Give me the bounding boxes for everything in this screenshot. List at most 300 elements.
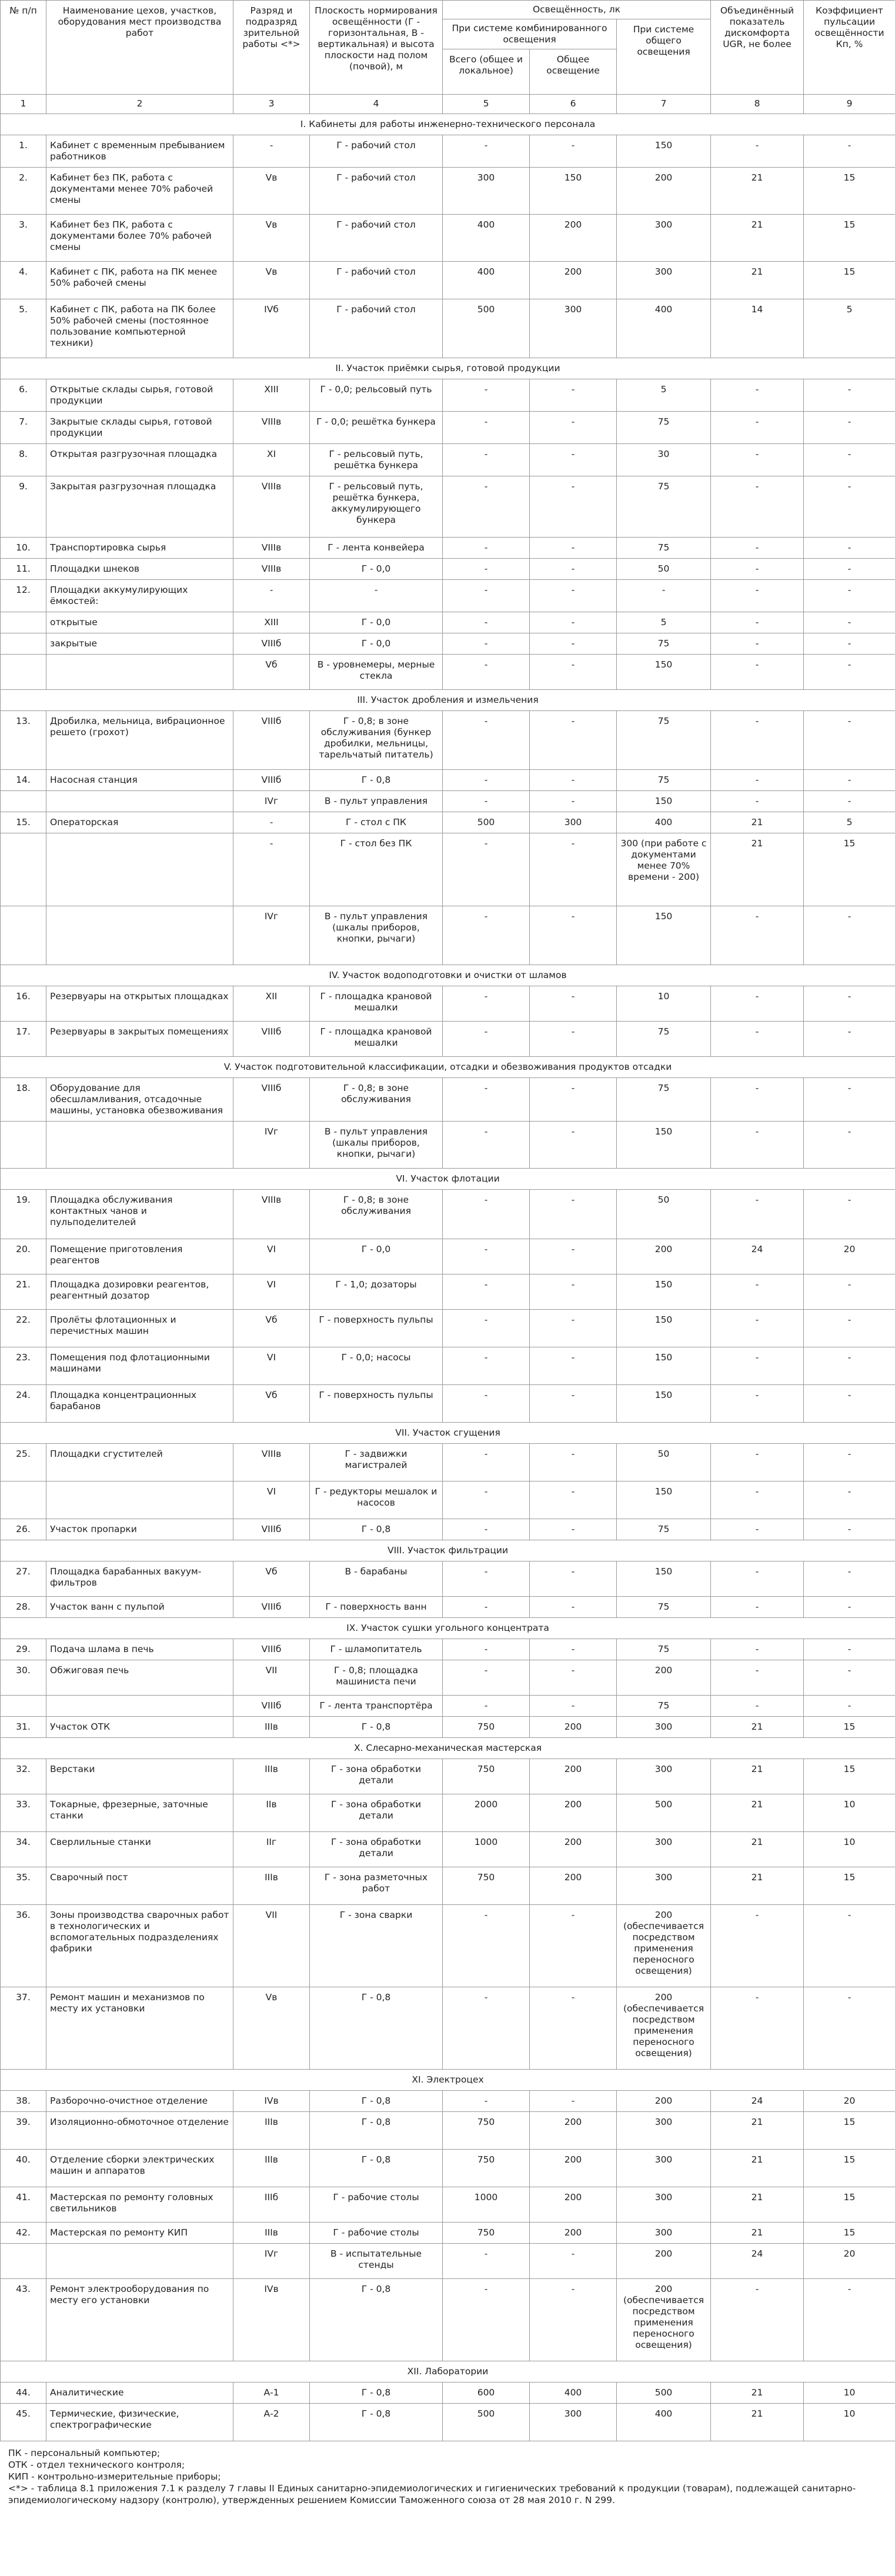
- lux-total: -: [443, 986, 530, 1022]
- pulsation-value: -: [804, 580, 895, 612]
- row-number: 41.: [1, 2187, 46, 2223]
- row-number: 26.: [1, 1519, 46, 1540]
- norm-plane: Г - рабочий стол: [310, 299, 443, 358]
- lux-general-system: 200: [617, 2091, 711, 2112]
- work-category: Vв: [233, 1987, 310, 2070]
- row-number: 1.: [1, 135, 46, 168]
- lux-total: -: [443, 833, 530, 906]
- section-title: X. Слесарно-механическая мастерская: [1, 1738, 895, 1759]
- row-number: 34.: [1, 1832, 46, 1867]
- header-illuminance: Освещённость, лк: [443, 1, 711, 19]
- table-row: [1, 1561, 895, 1597]
- pulsation-value: -: [804, 1696, 895, 1717]
- work-category: IVг: [233, 906, 310, 965]
- work-category: Vв: [233, 215, 310, 262]
- lux-general-system: 400: [617, 299, 711, 358]
- pulsation-value: -: [804, 1122, 895, 1169]
- workplace-name: Участок ванн с пульпой: [46, 1597, 233, 1618]
- work-category: XIII: [233, 612, 310, 633]
- workplace-name: Верстаки: [46, 1759, 233, 1794]
- norm-plane: Г - зона сварки: [310, 1905, 443, 1987]
- work-category: IIIв: [233, 2112, 310, 2150]
- norm-plane: Г - стол с ПК: [310, 812, 443, 833]
- pulsation-value: -: [804, 770, 895, 791]
- ugr-value: -: [711, 1597, 804, 1618]
- section-header-row: [1, 1057, 895, 1078]
- lux-general: -: [530, 1347, 617, 1385]
- workplace-name: [46, 2244, 233, 2279]
- header-pulsation: Коэффициент пульсации освещённости Кп, %: [804, 1, 895, 95]
- norm-plane: Г - 0,0; насосы: [310, 1347, 443, 1385]
- norm-plane: В - уровнемеры, мерные стекла: [310, 655, 443, 690]
- table-row: [1, 215, 895, 262]
- header-plane: Плоскость нормирования освещённости (Г - горизонтальная, В - вертикальная) и высота плоскости над полом (почвой), м: [310, 1, 443, 95]
- pulsation-value: 15: [804, 262, 895, 299]
- norm-plane: Г - поверхность ванн: [310, 1597, 443, 1618]
- pulsation-value: -: [804, 2279, 895, 2361]
- table-row: [1, 1597, 895, 1618]
- pulsation-value: 20: [804, 2091, 895, 2112]
- work-category: VIIIб: [233, 711, 310, 770]
- lux-general: 200: [530, 2150, 617, 2187]
- row-number: 29.: [1, 1639, 46, 1660]
- ugr-value: 21: [711, 2383, 804, 2404]
- lux-total: -: [443, 2279, 530, 2361]
- lux-total: -: [443, 1122, 530, 1169]
- footnotes: [8, 2447, 887, 2506]
- work-category: Vб: [233, 1561, 310, 1597]
- norm-plane: Г - 0,0: [310, 633, 443, 655]
- lux-general: -: [530, 1239, 617, 1274]
- lux-general-system: 75: [617, 412, 711, 444]
- ugr-value: -: [711, 1639, 804, 1660]
- header-name: Наименование цехов, участков, оборудования мест производства работ: [46, 1, 233, 95]
- lux-general-system: 300: [617, 2150, 711, 2187]
- lux-general-system: 30: [617, 444, 711, 476]
- ugr-value: -: [711, 1987, 804, 2070]
- lux-general-system: 400: [617, 812, 711, 833]
- lux-general: -: [530, 2091, 617, 2112]
- lux-total: -: [443, 711, 530, 770]
- pulsation-value: -: [804, 655, 895, 690]
- table-row: [1, 1022, 895, 1057]
- workplace-name: Резервуары в закрытых помещениях: [46, 1022, 233, 1057]
- table-row: [1, 379, 895, 412]
- lux-general: 300: [530, 812, 617, 833]
- row-number: [1, 833, 46, 906]
- pulsation-value: 15: [804, 168, 895, 215]
- column-number: 4: [310, 95, 443, 114]
- pulsation-value: -: [804, 1660, 895, 1696]
- table-row: [1, 812, 895, 833]
- row-number: 7.: [1, 412, 46, 444]
- ugr-value: 21: [711, 2187, 804, 2223]
- table-row: [1, 2187, 895, 2223]
- norm-plane: Г - 0,8: [310, 2279, 443, 2361]
- ugr-value: 21: [711, 1832, 804, 1867]
- lux-total: 750: [443, 2223, 530, 2244]
- workplace-name: Дробилка, мельница, вибрационное решето (грохот): [46, 711, 233, 770]
- lux-general-system: 5: [617, 612, 711, 633]
- work-category: Vб: [233, 1385, 310, 1423]
- workplace-name: Насосная станция: [46, 770, 233, 791]
- ugr-value: -: [711, 711, 804, 770]
- lux-general: -: [530, 612, 617, 633]
- ugr-value: 24: [711, 1239, 804, 1274]
- section-title: V. Участок подготовительной классификации, отсадки и обезвоживания продуктов отсадки: [1, 1057, 895, 1078]
- ugr-value: 21: [711, 1717, 804, 1738]
- norm-plane: Г - 0,8: [310, 1987, 443, 2070]
- pulsation-value: -: [804, 633, 895, 655]
- ugr-value: -: [711, 476, 804, 538]
- pulsation-value: -: [804, 538, 895, 559]
- lux-general-system: 50: [617, 559, 711, 580]
- ugr-value: -: [711, 655, 804, 690]
- ugr-value: 21: [711, 2112, 804, 2150]
- row-number: [1, 906, 46, 965]
- table-row: [1, 1759, 895, 1794]
- lux-general-system: 150: [617, 1561, 711, 1597]
- norm-plane: Г - рабочие столы: [310, 2223, 443, 2244]
- lux-general: 200: [530, 215, 617, 262]
- column-number: 3: [233, 95, 310, 114]
- work-category: VIIIб: [233, 633, 310, 655]
- norm-plane: Г - зона обработки детали: [310, 1832, 443, 1867]
- lux-general: -: [530, 1561, 617, 1597]
- row-number: [1, 791, 46, 812]
- work-category: VI: [233, 1239, 310, 1274]
- row-number: 10.: [1, 538, 46, 559]
- lux-general-system: 200: [617, 168, 711, 215]
- lux-general: 200: [530, 1867, 617, 1905]
- row-number: 21.: [1, 1274, 46, 1310]
- norm-plane: Г - поверхность пульпы: [310, 1385, 443, 1423]
- workplace-name: Термические, физические, спектрографические: [46, 2404, 233, 2441]
- ugr-value: 21: [711, 215, 804, 262]
- norm-plane: Г - поверхность пульпы: [310, 1310, 443, 1347]
- work-category: VI: [233, 1481, 310, 1519]
- lux-general: 200: [530, 1759, 617, 1794]
- table-row: [1, 476, 895, 538]
- pulsation-value: 10: [804, 1832, 895, 1867]
- workplace-name: Транспортировка сырья: [46, 538, 233, 559]
- lux-total: -: [443, 1519, 530, 1540]
- ugr-value: -: [711, 538, 804, 559]
- norm-plane: Г - 0,8: [310, 1519, 443, 1540]
- workplace-name: Операторская: [46, 812, 233, 833]
- workplace-name: Сверлильные станки: [46, 1832, 233, 1867]
- workplace-name: Подача шлама в печь: [46, 1639, 233, 1660]
- workplace-name: [46, 655, 233, 690]
- lux-general-system: 75: [617, 538, 711, 559]
- ugr-value: -: [711, 1561, 804, 1597]
- table-row: [1, 1190, 895, 1239]
- section-header-row: [1, 358, 895, 379]
- lux-general: -: [530, 1022, 617, 1057]
- ugr-value: -: [711, 379, 804, 412]
- pulsation-value: 5: [804, 299, 895, 358]
- lux-general: -: [530, 711, 617, 770]
- workplace-name: [46, 1481, 233, 1519]
- row-number: 5.: [1, 299, 46, 358]
- workplace-name: Сварочный пост: [46, 1867, 233, 1905]
- lux-general: -: [530, 633, 617, 655]
- column-number: 7: [617, 95, 711, 114]
- work-category: Vв: [233, 168, 310, 215]
- lux-general-system: 300: [617, 1759, 711, 1794]
- lux-general-system: 300: [617, 262, 711, 299]
- lux-general: 200: [530, 2112, 617, 2150]
- column-number: 8: [711, 95, 804, 114]
- work-category: IIIв: [233, 1759, 310, 1794]
- lux-total: -: [443, 2091, 530, 2112]
- pulsation-value: 15: [804, 2187, 895, 2223]
- work-category: IVг: [233, 1122, 310, 1169]
- pulsation-value: -: [804, 791, 895, 812]
- norm-plane: Г - зона разметочных работ: [310, 1867, 443, 1905]
- lux-total: -: [443, 1987, 530, 2070]
- footnote: КИП - контрольно-измерительные приборы;: [8, 2471, 221, 2482]
- workplace-name: Помещение приготовления реагентов: [46, 1239, 233, 1274]
- section-title: VII. Участок сгущения: [1, 1423, 895, 1444]
- row-number: 32.: [1, 1759, 46, 1794]
- table-row: [1, 168, 895, 215]
- lux-general: -: [530, 1660, 617, 1696]
- lux-general: -: [530, 412, 617, 444]
- table-row: [1, 580, 895, 612]
- table-row: [1, 2279, 895, 2361]
- header-total: Всего (общее и локальное): [443, 49, 530, 95]
- workplace-name: Площадка обслуживания контактных чанов и пульподелителей: [46, 1190, 233, 1239]
- lux-total: 750: [443, 1867, 530, 1905]
- table-row: [1, 1832, 895, 1867]
- footnote: <*> - таблица 8.1 приложения 7.1 к разделу 7 главы II Единых санитарно-эпидемиологических и гигиенических требований к продукции (товарам), подлежащей санитарно-эпидемиологическому надзору (контролю), утвержденных решением Комиссии Таможенного союза от 28 мая 2010 г. N 299.: [8, 2483, 856, 2505]
- ugr-value: 24: [711, 2244, 804, 2279]
- norm-plane: В - пульт управления (шкалы приборов, кнопки, рычаги): [310, 906, 443, 965]
- pulsation-value: 10: [804, 2404, 895, 2441]
- work-category: VI: [233, 1347, 310, 1385]
- norm-plane: Г - 0,0; рельсовый путь: [310, 379, 443, 412]
- lux-total: -: [443, 1239, 530, 1274]
- work-category: IIIв: [233, 2223, 310, 2244]
- ugr-value: 21: [711, 2404, 804, 2441]
- lux-total: 300: [443, 168, 530, 215]
- workplace-name: Площадки шнеков: [46, 559, 233, 580]
- lux-total: -: [443, 1190, 530, 1239]
- pulsation-value: -: [804, 1561, 895, 1597]
- ugr-value: 24: [711, 2091, 804, 2112]
- row-number: 13.: [1, 711, 46, 770]
- row-number: 15.: [1, 812, 46, 833]
- lux-total: -: [443, 1310, 530, 1347]
- row-number: 24.: [1, 1385, 46, 1423]
- row-number: 9.: [1, 476, 46, 538]
- workplace-name: Пролёты флотационных и перечистных машин: [46, 1310, 233, 1347]
- lux-total: 1000: [443, 2187, 530, 2223]
- pulsation-value: -: [804, 1519, 895, 1540]
- norm-plane: Г - 0,8: [310, 2112, 443, 2150]
- section-title: I. Кабинеты для работы инженерно-технического персонала: [1, 114, 895, 135]
- table-row: [1, 612, 895, 633]
- lux-general-system: 300: [617, 215, 711, 262]
- ugr-value: -: [711, 1696, 804, 1717]
- table-row: [1, 833, 895, 906]
- lux-general-system: 300: [617, 2112, 711, 2150]
- table-row: [1, 655, 895, 690]
- table-row: [1, 262, 895, 299]
- lux-general-system: 200 (обеспечивается посредством применения переносного освещения): [617, 2279, 711, 2361]
- ugr-value: -: [711, 1022, 804, 1057]
- lux-total: 500: [443, 2404, 530, 2441]
- column-number: 1: [1, 95, 46, 114]
- lux-general-system: 10: [617, 986, 711, 1022]
- ugr-value: 21: [711, 1794, 804, 1832]
- norm-plane: Г - рабочие столы: [310, 2187, 443, 2223]
- row-number: [1, 1122, 46, 1169]
- workplace-name: Помещения под флотационными машинами: [46, 1347, 233, 1385]
- pulsation-value: 20: [804, 2244, 895, 2279]
- lux-general: -: [530, 2279, 617, 2361]
- section-title: VI. Участок флотации: [1, 1169, 895, 1190]
- ugr-value: 21: [711, 2150, 804, 2187]
- norm-plane: Г - 0,8: [310, 2150, 443, 2187]
- pulsation-value: -: [804, 476, 895, 538]
- header-ugr: Объединённый показатель дискомфорта UGR, не более: [711, 1, 804, 95]
- workplace-name: Кабинет без ПК, работа с документами менее 70% рабочей смены: [46, 168, 233, 215]
- work-category: VIIIв: [233, 538, 310, 559]
- table-row: [1, 1444, 895, 1481]
- pulsation-value: -: [804, 1987, 895, 2070]
- workplace-name: [46, 906, 233, 965]
- lux-general: -: [530, 1385, 617, 1423]
- row-number: [1, 2244, 46, 2279]
- table-row: [1, 1122, 895, 1169]
- pulsation-value: 10: [804, 1794, 895, 1832]
- row-number: 6.: [1, 379, 46, 412]
- header-number: № п/п: [1, 1, 46, 95]
- row-number: 2.: [1, 168, 46, 215]
- lux-total: -: [443, 1561, 530, 1597]
- header-category: Разряд и подразряд зрительной работы <*>: [233, 1, 310, 95]
- lux-general: 300: [530, 299, 617, 358]
- row-number: 20.: [1, 1239, 46, 1274]
- work-category: А-1: [233, 2383, 310, 2404]
- work-category: VII: [233, 1905, 310, 1987]
- lux-general-system: 75: [617, 1078, 711, 1122]
- lux-general-system: 75: [617, 633, 711, 655]
- norm-plane: Г - площадка крановой мешалки: [310, 1022, 443, 1057]
- table-row: [1, 2150, 895, 2187]
- lux-general: -: [530, 906, 617, 965]
- pulsation-value: -: [804, 1481, 895, 1519]
- work-category: XI: [233, 444, 310, 476]
- norm-plane: Г - 0,0: [310, 612, 443, 633]
- norm-plane: Г - задвижки магистралей: [310, 1444, 443, 1481]
- workplace-name: Кабинет с ПК, работа на ПК более 50% рабочей смены (постоянное пользование компьютерной техники): [46, 299, 233, 358]
- lux-general-system: 500: [617, 1794, 711, 1832]
- lux-general-system: 150: [617, 1274, 711, 1310]
- norm-plane: -: [310, 580, 443, 612]
- lux-general: -: [530, 1310, 617, 1347]
- lux-total: -: [443, 1022, 530, 1057]
- lux-general: 200: [530, 2187, 617, 2223]
- lux-general-system: 5: [617, 379, 711, 412]
- norm-plane: Г - 0,8: [310, 770, 443, 791]
- work-category: IVв: [233, 2279, 310, 2361]
- workplace-name: Разборочно-очистное отделение: [46, 2091, 233, 2112]
- norm-plane: Г - стол без ПК: [310, 833, 443, 906]
- ugr-value: 21: [711, 262, 804, 299]
- row-number: 36.: [1, 1905, 46, 1987]
- header-combined: При системе комбинированного освещения: [443, 19, 617, 49]
- table-row: [1, 1794, 895, 1832]
- workplace-name: Площадки аккумулирующих ёмкостей:: [46, 580, 233, 612]
- lux-general: 200: [530, 2223, 617, 2244]
- norm-plane: Г - редукторы мешалок и насосов: [310, 1481, 443, 1519]
- norm-plane: Г - 0,8: [310, 2404, 443, 2441]
- row-number: [1, 1696, 46, 1717]
- work-category: IIIв: [233, 2150, 310, 2187]
- norm-plane: Г - лента транспортёра: [310, 1696, 443, 1717]
- lux-general: 150: [530, 168, 617, 215]
- lux-total: 400: [443, 215, 530, 262]
- workplace-name: закрытые: [46, 633, 233, 655]
- ugr-value: -: [711, 1660, 804, 1696]
- ugr-value: -: [711, 1122, 804, 1169]
- workplace-name: Площадки сгустителей: [46, 1444, 233, 1481]
- norm-plane: Г - зона обработки детали: [310, 1794, 443, 1832]
- workplace-name: Мастерская по ремонту головных светильников: [46, 2187, 233, 2223]
- ugr-value: 21: [711, 168, 804, 215]
- lux-general-system: 75: [617, 476, 711, 538]
- lux-total: -: [443, 1597, 530, 1618]
- lux-general: -: [530, 770, 617, 791]
- lux-general-system: 150: [617, 906, 711, 965]
- row-number: 25.: [1, 1444, 46, 1481]
- norm-plane: Г - 1,0; дозаторы: [310, 1274, 443, 1310]
- pulsation-value: 10: [804, 2383, 895, 2404]
- table-row: [1, 2091, 895, 2112]
- lux-total: -: [443, 135, 530, 168]
- row-number: 16.: [1, 986, 46, 1022]
- lux-total: -: [443, 538, 530, 559]
- work-category: -: [233, 833, 310, 906]
- ugr-value: -: [711, 906, 804, 965]
- row-number: 22.: [1, 1310, 46, 1347]
- lux-general-system: 300: [617, 2223, 711, 2244]
- lux-total: -: [443, 1481, 530, 1519]
- workplace-name: Мастерская по ремонту КИП: [46, 2223, 233, 2244]
- norm-plane: Г - зона обработки детали: [310, 1759, 443, 1794]
- work-category: IVв: [233, 2091, 310, 2112]
- work-category: -: [233, 580, 310, 612]
- lux-general: -: [530, 2244, 617, 2279]
- ugr-value: -: [711, 1190, 804, 1239]
- workplace-name: Кабинет без ПК, работа с документами более 70% рабочей смены: [46, 215, 233, 262]
- row-number: 39.: [1, 2112, 46, 2150]
- lux-total: -: [443, 1660, 530, 1696]
- work-category: IIIб: [233, 2187, 310, 2223]
- workplace-name: Обжиговая печь: [46, 1660, 233, 1696]
- footnote: ОТК - отдел технического контроля;: [8, 2460, 185, 2470]
- work-category: VIIIб: [233, 1639, 310, 1660]
- table-row: [1, 1639, 895, 1660]
- norm-plane: Г - рабочий стол: [310, 135, 443, 168]
- lux-general-system: 75: [617, 770, 711, 791]
- ugr-value: 14: [711, 299, 804, 358]
- norm-plane: В - пульт управления: [310, 791, 443, 812]
- work-category: Vб: [233, 655, 310, 690]
